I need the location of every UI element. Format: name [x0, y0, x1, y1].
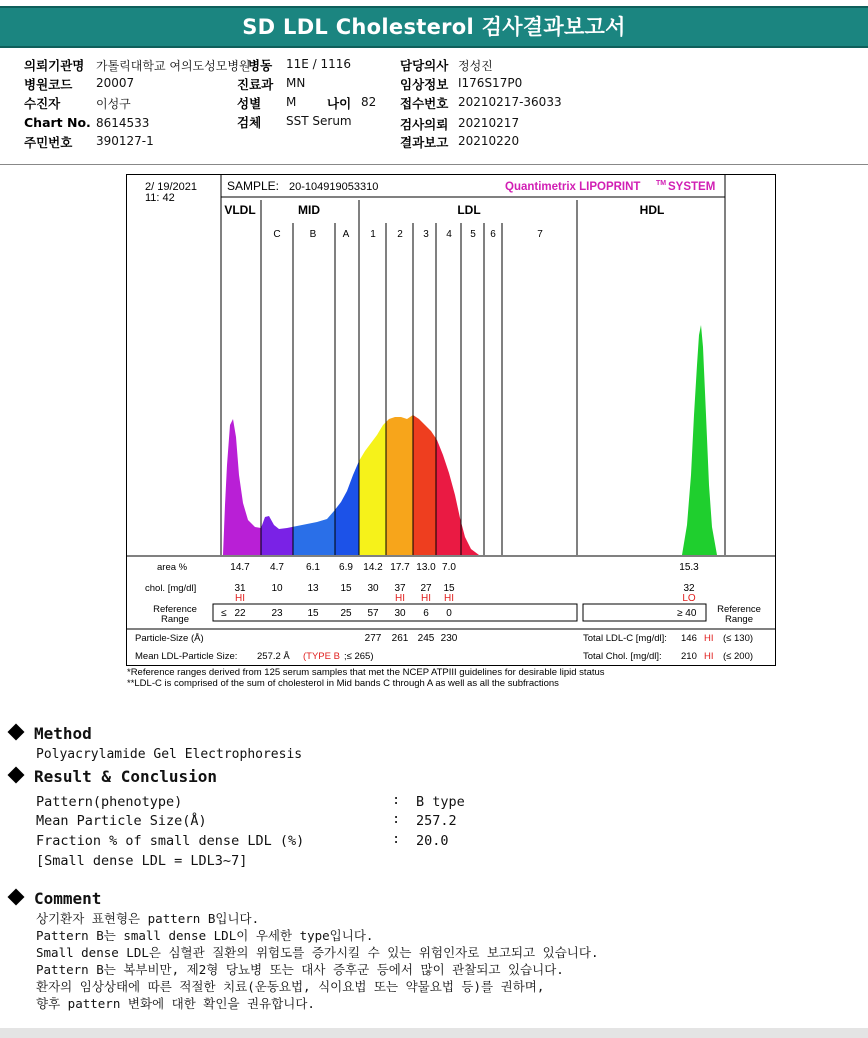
- system-label: Quantimetrix LIPOPRINT: [505, 181, 641, 193]
- fill-tail: [461, 395, 491, 555]
- doctor-value: 정성진: [458, 59, 493, 73]
- hdl-peak: [682, 325, 717, 555]
- ward-value: 11E / 1116: [286, 57, 352, 71]
- band-2: 2: [397, 229, 403, 240]
- report-title-bar: [0, 6, 868, 48]
- mean-ldl-ref: ;≤ 265): [344, 651, 374, 662]
- group-ldl: LDL: [457, 203, 481, 217]
- chol-a: 15: [340, 583, 352, 594]
- area-4: 7.0: [442, 562, 456, 573]
- total-ldl-flag: HI: [704, 633, 714, 644]
- ssn-label: 주민번호: [24, 135, 73, 150]
- header-divider: [0, 164, 868, 165]
- method-heading: [10, 724, 92, 743]
- diamond-icon: [8, 889, 25, 906]
- ref-vldl: 22: [234, 608, 246, 619]
- ssn-value: 390127-1: [96, 134, 154, 148]
- clinical-info-value: I176S17P0: [458, 76, 523, 90]
- total-ldl-label: Total LDL-C [mg/dl]:: [583, 633, 667, 644]
- ps-2: 261: [391, 633, 409, 644]
- area-b: 6.1: [306, 562, 320, 573]
- band-c: C: [273, 229, 281, 240]
- chol-hdl: 32: [683, 583, 695, 594]
- total-chol-ref: (≤ 200): [723, 651, 754, 662]
- fill-1: [359, 395, 386, 555]
- request-label: 검사의뢰: [400, 117, 449, 132]
- fraction-fills: [223, 395, 491, 555]
- ps-4: 230: [440, 633, 458, 644]
- chart-time: 11: 42: [145, 192, 175, 204]
- sample-label: SAMPLE:: [227, 179, 280, 193]
- lipoprint-svg: [127, 175, 775, 665]
- result-value-size: 257.2: [416, 813, 457, 829]
- doctor-label: 담당의사: [400, 58, 449, 73]
- clinical-info-label: 임상정보: [400, 77, 449, 92]
- ref-label-right-2: Range: [725, 614, 753, 625]
- band-5: 5: [470, 229, 476, 240]
- chart-date: 2/ 19/2021: [145, 181, 197, 193]
- result-colon-fraction: :: [392, 831, 401, 847]
- ref-values: [234, 608, 452, 619]
- specimen-value: SST Serum: [286, 114, 352, 128]
- footnote-1: *Reference ranges derived from 125 serum samples that met the NCEP ATPIII guidelines for desirable lipid status: [127, 667, 605, 678]
- result-heading-text: Result & Conclusion: [34, 767, 218, 786]
- total-chol-value: 210: [681, 651, 697, 662]
- mean-ldl-value: 257.2 Å: [257, 651, 290, 662]
- fill-c: [261, 395, 293, 555]
- flag-values: [235, 593, 696, 604]
- report-title: SD LDL Cholesterol 검사결과보고서: [242, 15, 626, 39]
- institution-value: 가톨릭대학교 여의도성모병원: [96, 59, 251, 73]
- age-value: 82: [361, 95, 377, 109]
- ref-a: 25: [340, 608, 352, 619]
- receipt-label: 접수번호: [400, 96, 449, 111]
- total-chol-label: Total Chol. [mg/dl]:: [583, 651, 662, 662]
- bottom-bar: [0, 1028, 868, 1038]
- chol-vldl: 31: [234, 583, 246, 594]
- fill-a: [335, 395, 359, 555]
- chol-3: 27: [420, 583, 432, 594]
- age-label: 나이: [327, 96, 352, 111]
- group-hdl: HDL: [639, 203, 665, 217]
- sex-label: 성별: [237, 96, 262, 111]
- group-mid: MID: [298, 203, 320, 217]
- particle-size-values: [365, 633, 458, 644]
- ref-label-left-1: Reference: [153, 604, 197, 615]
- comment-line-6: 향후 pattern 변화에 대한 확인을 권유합니다.: [36, 996, 315, 1011]
- fill-3: [413, 395, 436, 555]
- method-heading-text: Method: [34, 724, 92, 743]
- diamond-icon: [8, 767, 25, 784]
- receipt-value: 20210217-36033: [458, 95, 562, 109]
- area-values: [230, 562, 699, 573]
- result-colon-pattern: :: [392, 792, 401, 808]
- ps-3: 245: [417, 633, 435, 644]
- hospital-code-value: 20007: [96, 76, 135, 90]
- band-a: A: [342, 229, 350, 240]
- chart-no-value: 8614533: [96, 116, 150, 130]
- flag-2: HI: [395, 593, 405, 604]
- fill-b: [293, 395, 335, 555]
- flag-hdl: LO: [682, 593, 696, 604]
- result-heading: [10, 767, 217, 786]
- ref-label-left-2: Range: [161, 614, 189, 625]
- particle-size-label: Particle-Size (Å): [135, 633, 204, 644]
- ref-c: 23: [271, 608, 283, 619]
- area-c: 4.7: [270, 562, 284, 573]
- band-4: 4: [446, 229, 452, 240]
- diamond-icon: [8, 724, 25, 741]
- chart-no-label: Chart No.: [24, 115, 91, 130]
- report-value: 20210220: [458, 134, 520, 148]
- chol-1: 30: [367, 583, 379, 594]
- dept-label: 진료과: [237, 77, 274, 92]
- ref-1: 57: [367, 608, 379, 619]
- comment-line-1: 상기환자 표현형은 pattern B입니다.: [36, 911, 260, 926]
- system-suffix: SYSTEM: [668, 181, 716, 193]
- comment-line-2: Pattern B는 small dense LDL이 우세한 type입니다.: [36, 928, 374, 943]
- institution-label: 의뢰기관명: [24, 58, 85, 73]
- sex-value: M: [286, 95, 297, 109]
- row-chol-label: chol. [mg/dl]: [145, 583, 197, 594]
- area-vldl: 14.7: [230, 562, 250, 573]
- total-ldl-value: 146: [681, 633, 697, 644]
- ref-le-symbol: ≤: [221, 608, 227, 619]
- result-value-pattern: B type: [416, 794, 465, 810]
- result-label-fraction: Fraction % of small dense LDL (%): [36, 833, 305, 849]
- report-label: 결과보고: [400, 135, 449, 150]
- group-vldl: VLDL: [224, 203, 256, 217]
- request-value: 20210217: [458, 116, 520, 130]
- band-3: 3: [423, 229, 429, 240]
- dept-value: MN: [286, 76, 306, 90]
- fill-4: [436, 395, 461, 555]
- ref-3: 6: [423, 608, 429, 619]
- result-note: [Small dense LDL = LDL3~7]: [36, 853, 248, 869]
- comment-line-4: Pattern B는 복부비만, 제2형 당뇨병 또는 대사 증후군 등에서 많이 관찰되고 있습니다.: [36, 962, 564, 977]
- area-2: 17.7: [390, 562, 410, 573]
- flag-4: HI: [444, 593, 454, 604]
- fill-vldl: [223, 395, 261, 555]
- total-ldl-ref: (≤ 130): [723, 633, 754, 644]
- flag-3: HI: [421, 593, 431, 604]
- specimen-label: 검체: [237, 115, 262, 130]
- mean-ldl-label: Mean LDL-Particle Size:: [135, 651, 238, 662]
- chol-2: 37: [394, 583, 406, 594]
- lipoprint-chart: [126, 174, 776, 666]
- patient-value: 이성구: [96, 97, 131, 111]
- system-tm: TM: [656, 180, 667, 187]
- area-a: 6.9: [339, 562, 353, 573]
- comment-heading: [10, 889, 101, 908]
- ref-b: 15: [307, 608, 319, 619]
- chol-c: 10: [271, 583, 283, 594]
- method-text: Polyacrylamide Gel Electrophoresis: [36, 747, 303, 762]
- mean-ldl-type: (TYPE B: [303, 651, 340, 662]
- result-label-size: Mean Particle Size(Å): [36, 813, 207, 829]
- chol-values: [234, 583, 695, 594]
- comment-heading-text: Comment: [34, 889, 102, 908]
- hdl-ref-value: ≥ 40: [677, 608, 697, 619]
- footnote-2: **LDL-C is comprised of the sum of cholesterol in Mid bands C through A as well as all the subfractions: [127, 678, 559, 689]
- hospital-code-label: 병원코드: [24, 77, 73, 92]
- ward-label: 병동: [248, 58, 273, 73]
- chol-4: 15: [443, 583, 455, 594]
- area-3: 13.0: [416, 562, 436, 573]
- result-label-pattern: Pattern(phenotype): [36, 794, 183, 810]
- fill-2: [386, 395, 413, 555]
- ref-2: 30: [394, 608, 406, 619]
- result-colon-size: :: [392, 811, 401, 827]
- band-6: 6: [490, 229, 496, 240]
- patient-label: 수진자: [24, 96, 61, 111]
- area-1: 14.2: [363, 562, 383, 573]
- total-chol-flag: HI: [704, 651, 714, 662]
- flag-vldl: HI: [235, 593, 245, 604]
- band-1: 1: [370, 229, 376, 240]
- patient-info-header: [0, 52, 868, 164]
- comment-line-3: Small dense LDL은 심혈관 질환의 위험도를 증가시킬 수 있는 위험인자로 보고되고 있습니다.: [36, 945, 599, 960]
- row-area-label: area %: [157, 562, 188, 573]
- chol-b: 13: [307, 583, 319, 594]
- ref-label-right-1: Reference: [717, 604, 761, 615]
- band-b: B: [309, 229, 317, 240]
- comment-line-5: 환자의 임상상태에 따른 적절한 치료(운동요법, 식이요법 또는 약물요법 등)를 권하며,: [36, 979, 545, 994]
- area-hdl: 15.3: [679, 562, 699, 573]
- ref-4: 0: [446, 608, 452, 619]
- sample-id: 20-104919053310: [289, 181, 379, 193]
- ps-1: 277: [364, 633, 382, 644]
- result-value-fraction: 20.0: [416, 833, 449, 849]
- band-7: 7: [537, 229, 543, 240]
